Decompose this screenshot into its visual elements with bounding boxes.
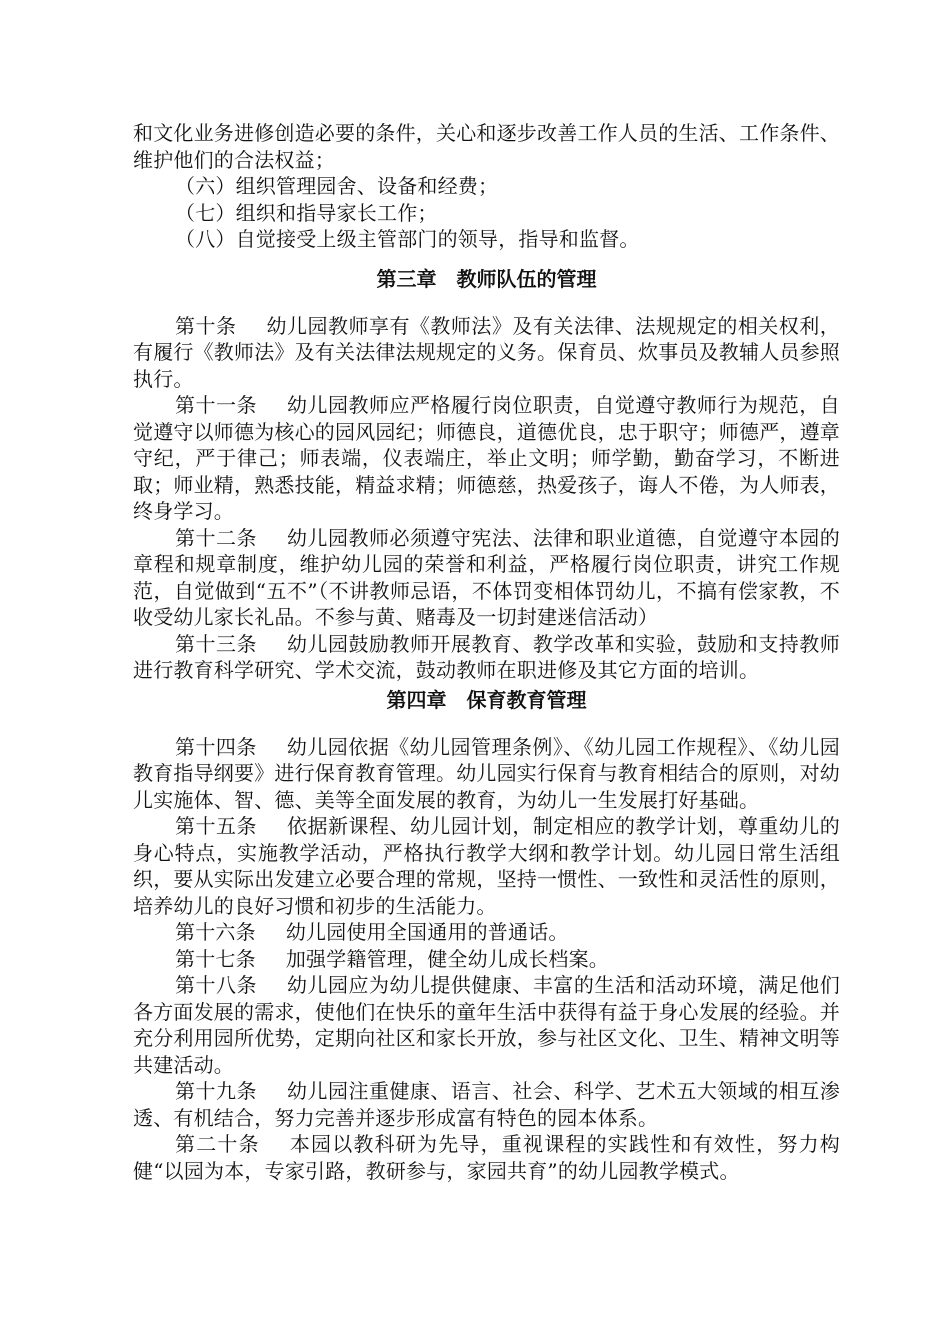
article-text: 幼儿园依据《幼儿园管理条例》、《幼儿园工作规程》、《幼儿园教育指导纲要》进行保育教育管理。幼儿园实行保育与教育相结合的原则，对幼儿实施体、智、德、美等全面发展的教育，为幼儿一生发展打好基础。 [133, 734, 840, 812]
article-15 [133, 813, 840, 919]
article-text: 幼儿园教师享有《教师法》及有关法律、法规规定的相关权利，有履行《教师法》及有关法律法规规定的义务。保育员、炊事员及教辅人员参照执行。 [133, 313, 840, 391]
article-number: 第十七条 [175, 946, 256, 971]
article-13 [133, 631, 840, 684]
article-number: 第十九条 [175, 1079, 257, 1103]
paragraph-text: （八）自觉接受上级主管部门的领导，指导和监督。 [175, 227, 640, 251]
article-number: 第十六条 [175, 920, 256, 944]
list-item-8 [133, 226, 840, 253]
document-body [133, 120, 840, 1184]
article-text: 幼儿园鼓励教师开展教育、教学改革和实验，鼓励和支持教师进行教育科学研究、学术交流，鼓动教师在职进修及其它方面的培训。 [133, 631, 840, 682]
article-number: 第十一条 [175, 393, 257, 417]
article-16 [133, 919, 840, 946]
article-text: 加强学籍管理，健全幼儿成长档案。 [285, 946, 610, 971]
article-20 [133, 1131, 840, 1184]
list-item-7 [133, 200, 840, 227]
article-number: 第十八条 [175, 973, 257, 997]
article-18 [133, 972, 840, 1078]
list-item-6 [133, 173, 840, 200]
article-19 [133, 1078, 840, 1131]
article-number: 第十三条 [175, 631, 257, 656]
article-10 [133, 313, 840, 393]
article-text: 幼儿园教师应严格履行岗位职责，自觉遵守教师行为规范，自觉遵守以师德为核心的园风园纪；师德良，道德优良，忠于职守；师德严，遵章守纪，严于律己；师表端，仪表端庄，举止文明；师学勤，勤奋学习，不断进取；师业精，熟悉技能，精益求精；师德慈，热爱孩子，诲人不倦，为人师表，终身学习。 [133, 393, 840, 523]
article-12 [133, 525, 840, 631]
paragraph-text: 和文化业务进修创造必要的条件，关心和逐步改善工作人员的生活、工作条件、维护他们的合法权益； [133, 121, 840, 172]
article-text: 幼儿园教师必须遵守宪法、法律和职业道德，自觉遵守本园的章程和规章制度，维护幼儿园的荣誉和利益，严格履行岗位职责，讲究工作规范，自觉做到“五不”（不讲教师忌语，不体罚变相体罚幼儿，不搞有偿家教，不收受幼儿家长礼品。不参与黄、赌毒及一切封建迷信活动） [133, 525, 840, 629]
article-number: 第十四条 [175, 734, 257, 759]
chapter-4-heading: 第四章 保育教育管理 [386, 687, 587, 712]
article-number: 第十五条 [175, 814, 257, 838]
paragraph-text: （六）组织管理园舍、设备和经费； [175, 174, 499, 198]
article-text: 幼儿园使用全国通用的普通话。 [285, 920, 569, 944]
article-text: 幼儿园注重健康、语言、社会、科学、艺术五大领域的相互渗透、有机结合，努力完善并逐步形成富有特色的园本体系。 [133, 1079, 840, 1130]
article-11 [133, 392, 840, 525]
paragraph-continuation [133, 120, 840, 173]
article-text: 幼儿园应为幼儿提供健康、丰富的生活和活动环境，满足他们各方面发展的需求，使他们在快乐的童年生活中获得有益于身心发展的经验。并充分利用园所优势，定期向社区和家长开放，参与社区文化、卫生、精神文明等共建活动。 [133, 973, 840, 1077]
article-number: 第十条 [175, 313, 237, 338]
article-number: 第十二条 [175, 525, 257, 550]
article-text: 本园以教科研为先导，重视课程的实践性和有效性，努力构健“以园为本，专家引路，教研参与，家园共育”的幼儿园教学模式。 [133, 1132, 840, 1183]
article-number: 第二十条 [175, 1132, 260, 1156]
chapter-3-heading: 第三章 教师队伍的管理 [376, 266, 597, 291]
article-17 [133, 946, 840, 973]
article-text: 依据新课程、幼儿园计划，制定相应的教学计划，尊重幼儿的身心特点，实施教学活动，严格执行教学大纲和教学计划。幼儿园日常生活组织，要从实际出发建立必要合理的常规，坚持一惯性、一致性和灵活性的原则，培养幼儿的良好习惯和初步的生活能力。 [133, 814, 840, 918]
paragraph-text: （七）组织和指导家长工作； [175, 200, 438, 225]
article-14 [133, 734, 840, 814]
